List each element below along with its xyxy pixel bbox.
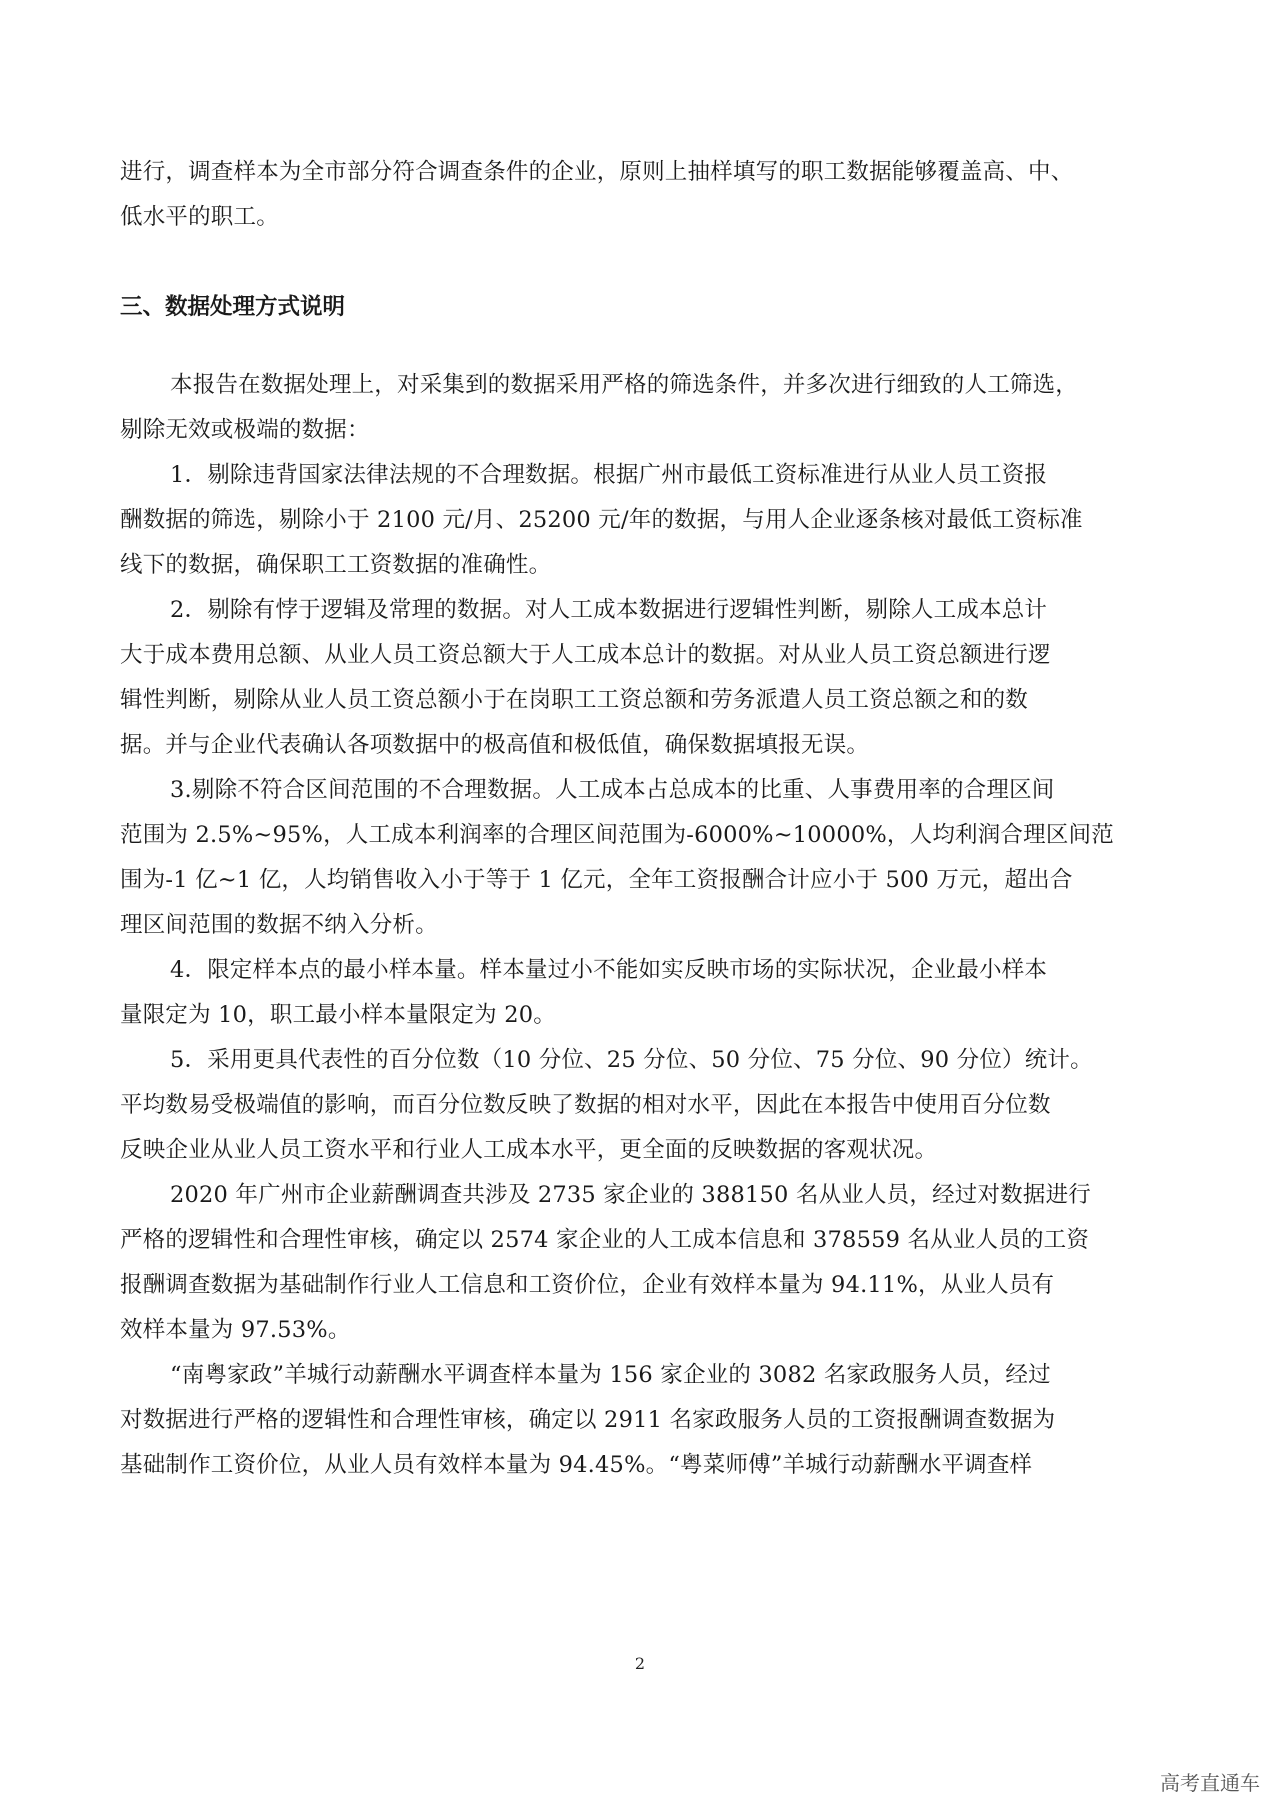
paragraph-line: 围为-1 亿~1 亿，人均销售收入小于等于 1 亿元，全年工资报酬合计应小于 500 万元，超出合 xyxy=(120,867,1073,893)
paragraph-item-4 xyxy=(120,948,1170,1038)
paragraph-line: 1．剔除违背国家法律法规的不合理数据。根据广州市最低工资标准进行从业人员工资报 xyxy=(170,462,1048,488)
paragraph-line: 反映企业从业人员工资水平和行业人工成本水平，更全面的反映数据的客观状况。 xyxy=(120,1137,938,1163)
paragraph-line: 2020 年广州市企业薪酬调查共涉及 2735 家企业的 388150 名从业人员，经过对数据进行 xyxy=(170,1182,1091,1208)
page-content xyxy=(120,150,1170,1488)
paragraph-line: 5．采用更具代表性的百分位数（10 分位、25 分位、50 分位、75 分位、90 分位）统计。 xyxy=(170,1047,1093,1073)
page-number: 2 xyxy=(634,1654,646,1673)
paragraph-survey-2020 xyxy=(120,1173,1170,1353)
paragraph-line: 4．限定样本点的最小样本量。样本量过小不能如实反映市场的实际状况，企业最小样本 xyxy=(170,957,1048,983)
paragraph-line: 据。并与企业代表确认各项数据中的极高值和极低值，确保数据填报无误。 xyxy=(120,732,870,758)
paragraph-line: 平均数易受极端值的影响，而百分位数反映了数据的相对水平，因此在本报告中使用百分位数 xyxy=(120,1092,1051,1118)
paragraph-item-3 xyxy=(120,768,1170,948)
paragraph-item-2 xyxy=(120,588,1170,768)
paragraph-domestic-service xyxy=(120,1353,1170,1488)
paragraph-intro xyxy=(120,363,1170,453)
paragraph-line: 效样本量为 97.53%。 xyxy=(120,1317,351,1343)
paragraph-item-1 xyxy=(120,453,1170,588)
paragraph-line: 3.剔除不符合区间范围的不合理数据。人工成本占总成本的比重、人事费用率的合理区间 xyxy=(170,777,1055,803)
paragraph-item-5 xyxy=(120,1038,1170,1173)
paragraph-line: 线下的数据，确保职工工资数据的准确性。 xyxy=(120,552,552,578)
section-heading: 三、数据处理方式说明 xyxy=(120,294,346,320)
intro-line: 低水平的职工。 xyxy=(120,204,279,230)
paragraph-line: 报酬调查数据为基础制作行业人工信息和工资价位，企业有效样本量为 94.11%，从业人员有 xyxy=(120,1272,1055,1298)
intro-line: 进行，调查样本为全市部分符合调查条件的企业，原则上抽样填写的职工数据能够覆盖高、中、 xyxy=(120,159,1074,185)
paragraph-line: “南粤家政”羊城行动薪酬水平调查样本量为 156 家企业的 3082 名家政服务人员，经过 xyxy=(170,1362,1051,1388)
paragraph-line: 2．剔除有悖于逻辑及常理的数据。对人工成本数据进行逻辑性判断，剔除人工成本总计 xyxy=(170,597,1048,623)
paragraph-line: 辑性判断，剔除从业人员工资总额小于在岗职工工资总额和劳务派遣人员工资总额之和的数 xyxy=(120,687,1029,713)
paragraph-line: 理区间范围的数据不纳入分析。 xyxy=(120,912,438,938)
watermark: 高考直通车 xyxy=(1160,1771,1260,1795)
paragraph-line: 本报告在数据处理上，对采集到的数据采用严格的筛选条件，并多次进行细致的人工筛选， xyxy=(170,372,1079,398)
paragraph-line: 大于成本费用总额、从业人员工资总额大于人工成本总计的数据。对从业人员工资总额进行逻 xyxy=(120,642,1051,668)
paragraph-line: 酬数据的筛选，剔除小于 2100 元/月、25200 元/年的数据，与用人企业逐条核对最低工资标准 xyxy=(120,507,1083,533)
paragraph-line: 剔除无效或极端的数据： xyxy=(120,417,370,443)
paragraph-line: 基础制作工资价位，从业人员有效样本量为 94.45%。“粤菜师傅”羊城行动薪酬水平调查样 xyxy=(120,1452,1033,1478)
paragraph-line: 量限定为 10，职工最小样本量限定为 20。 xyxy=(120,1002,556,1028)
paragraph-line: 范围为 2.5%~95%，人工成本利润率的合理区间范围为-6000%~10000%，人均利润合理区间范 xyxy=(120,822,1114,848)
paragraph-line: 严格的逻辑性和合理性审核，确定以 2574 家企业的人工成本信息和 378559 名从业人员的工资 xyxy=(120,1227,1090,1253)
paragraph-line: 对数据进行严格的逻辑性和合理性审核，确定以 2911 名家政服务人员的工资报酬调查数据为 xyxy=(120,1407,1056,1433)
